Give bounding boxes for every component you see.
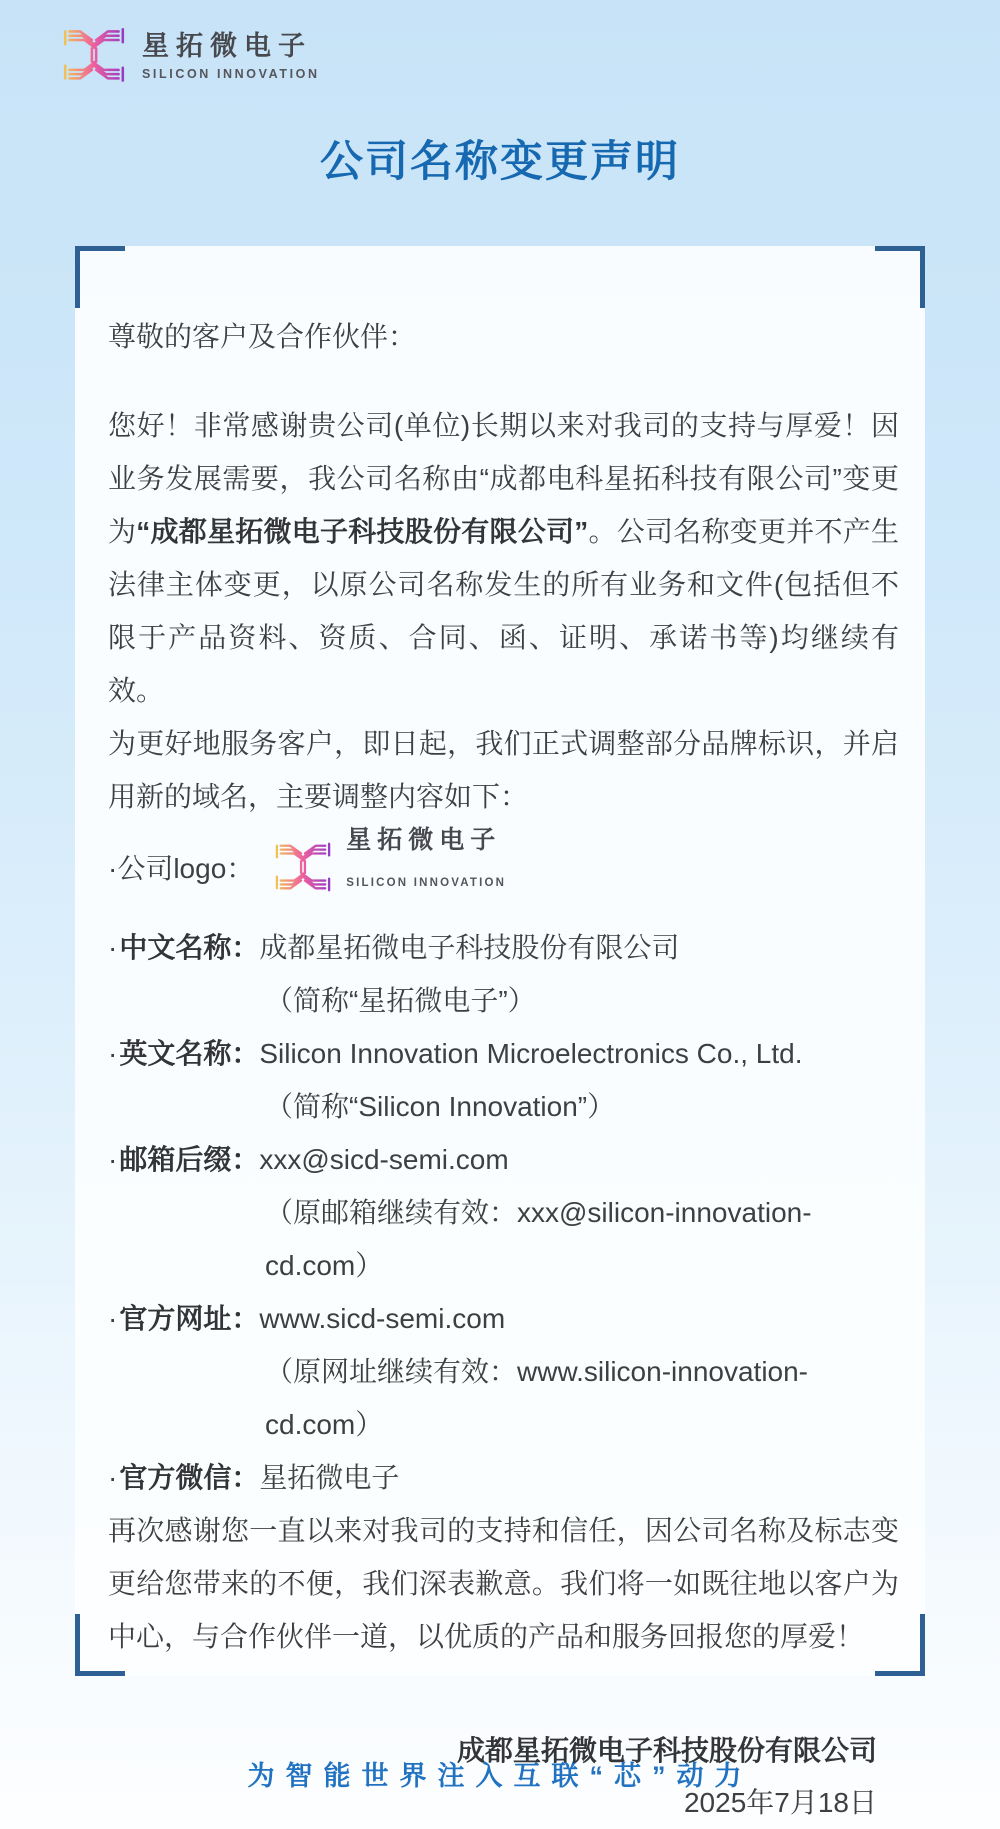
signature-company: 成都星拓微电子科技股份有限公司 [456, 1735, 877, 1766]
item-note: （简称“Silicon Innovation”） [265, 1091, 616, 1122]
item-value: 成都星拓微电子科技股份有限公司 [259, 932, 680, 963]
item-label: 官方微信： [119, 1462, 260, 1493]
item-value: xxx@sicd-semi.com [259, 1144, 509, 1175]
bullet: · [108, 1303, 118, 1334]
list-item-wechat [108, 1451, 899, 1504]
paragraph-brand-adjust: 为更好地服务客户，即日起，我们正式调整部分品牌标识，并启用新的域名，主要调整内容如下： [108, 728, 899, 812]
list-item-en-name [108, 1027, 899, 1133]
footer-slogan: 为智能世界注入互联“芯”动力 [247, 1761, 753, 1791]
item-value: www.sicd-semi.com [259, 1303, 506, 1334]
bullet: · [108, 1462, 118, 1493]
paragraph-name-change [108, 399, 899, 717]
list-item-email-suffix [108, 1133, 899, 1292]
brand-name-en: SILICON INNOVATION [142, 66, 320, 81]
item-label: 中文名称： [119, 932, 260, 963]
brand-header [0, 0, 1000, 88]
corner-bracket-bottom-left [75, 1614, 125, 1676]
brand-text [142, 31, 320, 80]
corner-bracket-top-left [75, 246, 125, 308]
list-item-cn-name [108, 921, 899, 1027]
paragraph-segment: 您好！非常感谢贵公司(单位)长期以来对我司的支持与厚爱！因业务发展需要，我公司名称由“成都电科星拓科技有限公司”变更为 [108, 410, 899, 547]
corner-bracket-bottom-right [875, 1614, 925, 1676]
brand-logo-icon [58, 24, 130, 88]
page-title: 公司名称变更声明 [320, 138, 680, 186]
item-label: 英文名称： [119, 1038, 260, 1069]
brand-name-cn: 星拓微电子 [142, 31, 312, 62]
closing-paragraph: 再次感谢您一直以来对我司的支持和信任，因公司名称及标志变更给您带来的不便，我们深表歉意。我们将一如既往地以客户为中心，与合作伙伴一道，以优质的产品和服务回报您的厚爱！ [108, 1515, 899, 1652]
bullet: · [108, 1144, 118, 1175]
company-logo-item [108, 825, 899, 907]
brand-logo-icon [270, 839, 336, 897]
item-note: （简称“星拓微电子”） [265, 985, 536, 1016]
new-brand-logo [270, 826, 506, 911]
bullet: · [108, 932, 118, 963]
signature-date: 2025年7月18日 [683, 1787, 877, 1818]
bullet: · [108, 1038, 118, 1069]
corner-bracket-top-right [875, 246, 925, 308]
item-value: Silicon Innovation Microelectronics Co., Ltd. [259, 1038, 803, 1069]
brand-name-cn: 星拓微电子 [346, 825, 502, 854]
salutation: 尊敬的客户及合作伙伴： [108, 321, 417, 352]
item-label: 官方网址： [119, 1303, 260, 1334]
brand-text [346, 826, 506, 911]
letter-body [75, 246, 925, 1829]
brand-name-en: SILICON INNOVATION [346, 877, 507, 890]
paragraph-segment: 。公司名称变更并不产生法律主体变更，以原公司名称发生的所有业务和文件(包括但不限于产品资料、资质、合同、函、证明、承诺书等)均继续有效。 [108, 516, 899, 706]
change-items-list [108, 921, 899, 1504]
item-value: 星拓微电子 [259, 1462, 400, 1493]
item-note: （原邮箱继续有效：xxx@silicon-innovation-cd.com） [265, 1197, 812, 1281]
list-item-website [108, 1292, 899, 1451]
signature-block [108, 1725, 899, 1829]
item-note: （原网址继续有效：www.silicon-innovation-cd.com） [265, 1356, 809, 1440]
item-label: 邮箱后缀： [119, 1144, 260, 1175]
company-logo-label: ·公司logo： [108, 852, 255, 884]
new-company-name-bold: “成都星拓微电子科技股份有限公司” [136, 516, 589, 547]
